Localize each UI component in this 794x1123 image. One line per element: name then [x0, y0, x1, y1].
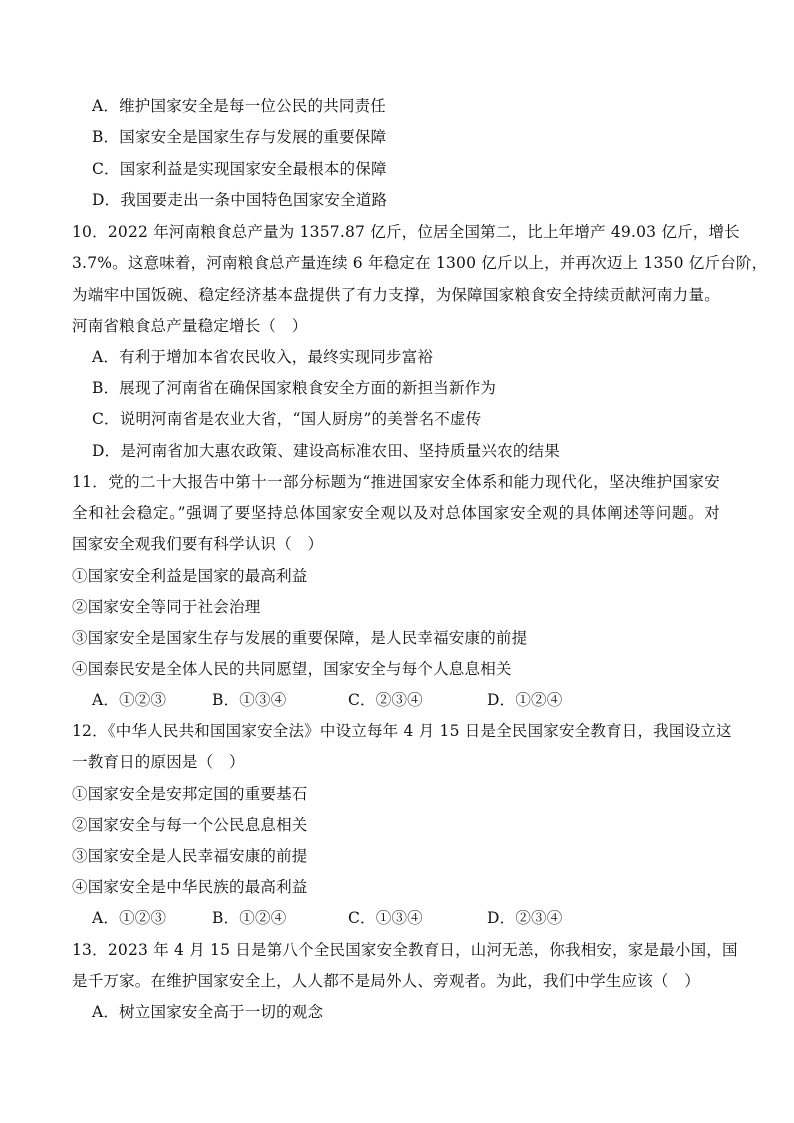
- q11-stem-line-3: 国家安全观我们要有科学认识（ ）: [72, 535, 324, 553]
- q10-option-d: D．是河南省加大惠农政策、建设高标准农田、坚持质量兴农的结果: [92, 442, 560, 460]
- q9-option-a: A．维护国家安全是每一位公民的共同责任: [92, 97, 386, 115]
- q12-stem-line-2: 一教育日的原因是（ ）: [72, 753, 245, 771]
- q10-option-c: C．说明河南省是农业大省，“国人厨房”的美誉名不虚传: [92, 410, 482, 428]
- q13-option-a: A．树立国家安全高于一切的观念: [92, 1003, 324, 1021]
- q10-option-b: B．展现了河南省在确保国家粮食安全方面的新担当新作为: [92, 379, 497, 397]
- q11-choice-c: C．②③④: [348, 691, 423, 709]
- q12-statement-1: ①国家安全是安邦定国的重要基石: [72, 785, 308, 803]
- q11-statement-2: ②国家安全等同于社会治理: [72, 598, 261, 616]
- q13-stem-line-1: 13．2023 年 4 月 15 日是第八个全民国家安全教育日，山河无恙，你我相安，家是最小国，国: [72, 941, 738, 959]
- q10-stem-line-2: 3.7%。这意味着，河南粮食总产量连续 6 年稳定在 1300 亿斤以上，并再次迈上 1350 亿斤台阶，: [72, 254, 768, 272]
- q12-statement-4: ④国家安全是中华民族的最高利益: [72, 878, 308, 896]
- q12-statement-3: ③国家安全是人民幸福安康的前提: [72, 847, 308, 865]
- q13-stem-line-2: 是千万家。在维护国家安全上，人人都不是局外人、旁观者。为此，我们中学生应该（ ）: [72, 972, 701, 990]
- q11-choice-b: B．①③④: [212, 691, 287, 709]
- q10-stem-line-1: 10．2022 年河南粮食总产量为 1357.87 亿斤，位居全国第二，比上年增产 49.03 亿斤，增长: [72, 223, 740, 241]
- q11-statement-1: ①国家安全利益是国家的最高利益: [72, 567, 308, 585]
- q11-stem-line-1: 11．党的二十大报告中第十一部分标题为“推进国家安全体系和能力现代化，坚决维护国家安: [72, 473, 720, 491]
- q12-choice-d: D．②③④: [487, 909, 563, 927]
- q9-option-b: B．国家安全是国家生存与发展的重要保障: [92, 128, 387, 146]
- q11-choice-d: D．①②④: [487, 691, 563, 709]
- q10-option-a: A．有利于增加本省农民收入，最终实现同步富裕: [92, 348, 434, 366]
- q11-choice-a: A．①②③: [92, 691, 167, 709]
- q12-choice-c: C．①③④: [348, 909, 423, 927]
- q12-statement-2: ②国家安全与每一个公民息息相关: [72, 816, 308, 834]
- q10-stem-line-3: 为端牢中国饭碗、稳定经济基本盘提供了有力支撑，为保障国家粮食安全持续贡献河南力量。: [72, 286, 720, 304]
- q12-choice-b: B．①②④: [212, 909, 287, 927]
- q11-stem-line-2: 全和社会稳定。”强调了要坚持总体国家安全观以及对总体国家安全观的具体阐述等问题。对: [72, 504, 720, 522]
- q12-stem-line-1: 12．《中华人民共和国国家安全法》中设立每年 4 月 15 日是全民国家安全教育日，我国设立这: [72, 722, 732, 740]
- q10-stem-line-4: 河南省粮食总产量稳定增长（ ）: [72, 317, 308, 335]
- q11-statement-3: ③国家安全是国家生存与发展的重要保障，是人民幸福安康的前提: [72, 629, 528, 647]
- q9-option-c: C．国家利益是实现国家安全最根本的保障: [92, 160, 387, 178]
- q11-statement-4: ④国泰民安是全体人民的共同愿望，国家安全与每个人息息相关: [72, 660, 512, 678]
- q9-option-d: D．我国要走出一条中国特色国家安全道路: [92, 191, 388, 209]
- q12-choice-a: A．①②③: [92, 909, 167, 927]
